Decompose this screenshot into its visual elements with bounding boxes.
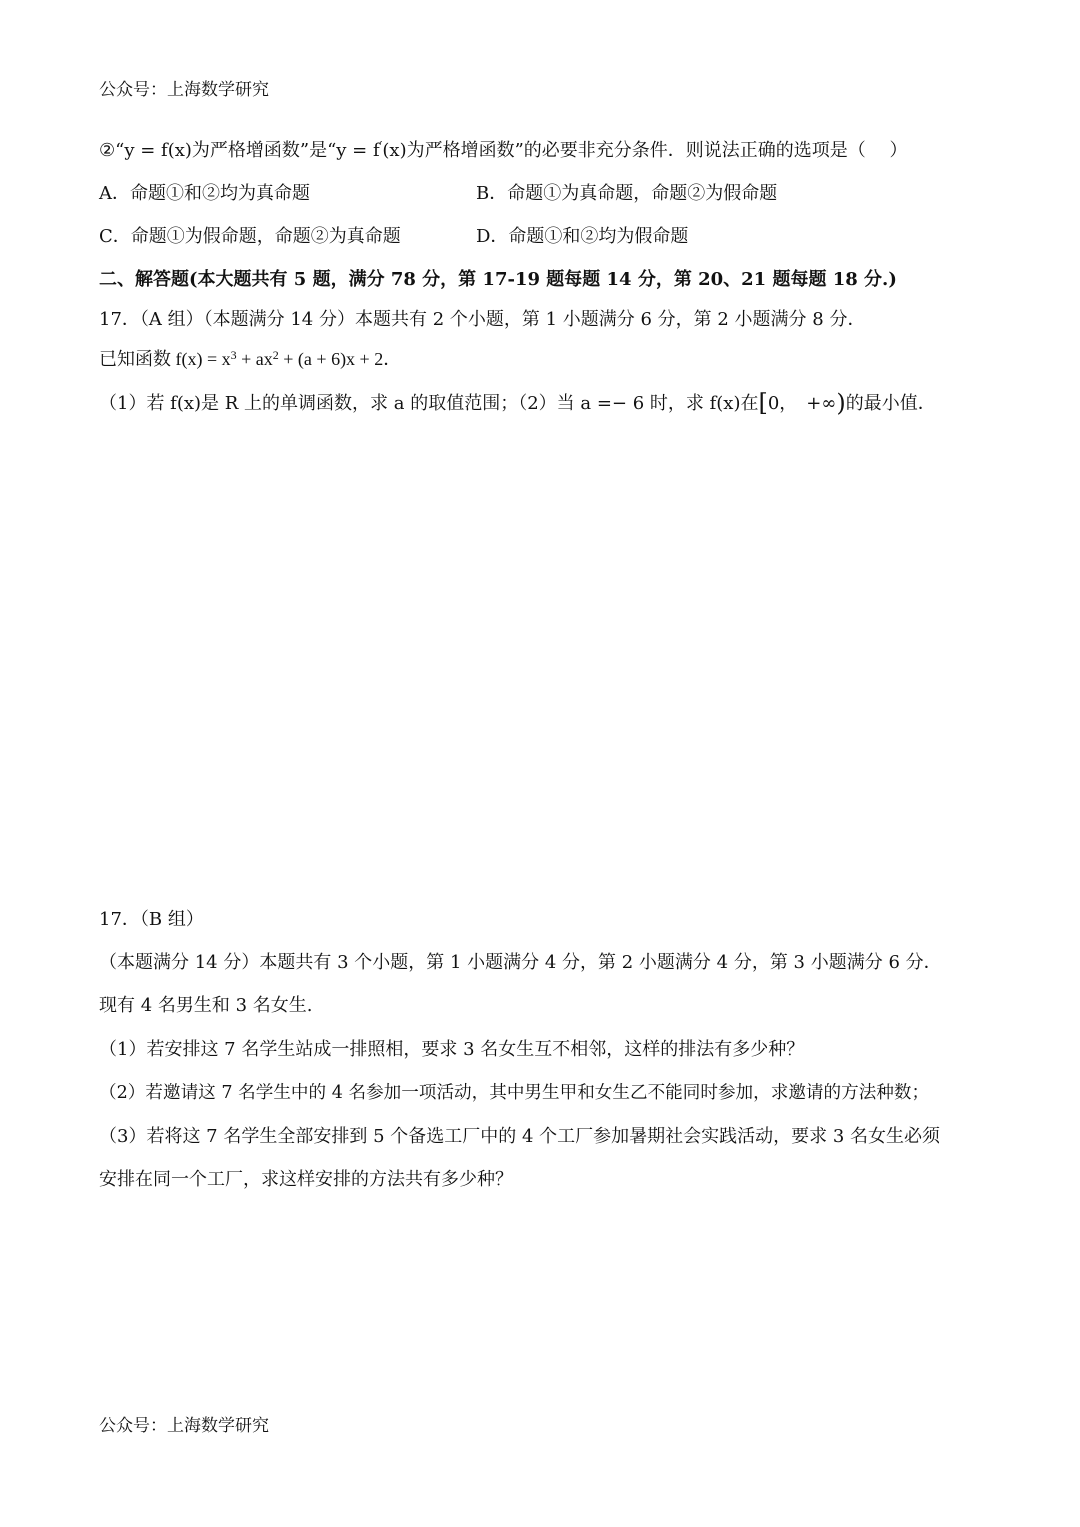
- q16-option-a: A．命题①和②均为真命题: [99, 183, 310, 204]
- prime-mark: ′: [379, 139, 383, 153]
- q16-statement-2-part-b: (x)为严格增函数”的必要非充分条件．则说法正确的选项是（ ）: [382, 140, 908, 161]
- q17a-exponent-3: 3: [230, 348, 237, 362]
- q17a-exponent-2: 2: [272, 348, 279, 362]
- q17b-part-2: （2）若邀请这 7 名学生中的 4 名参加一项活动，其中男生甲和女生乙不能同时参加，求邀请的方法种数；: [99, 1083, 930, 1103]
- q17a-parts-b: 的最小值．: [845, 393, 936, 414]
- q17b-heading: 17．（B 组）: [99, 909, 204, 930]
- section-2-title: 二、解答题(本大题共有 5 题，满分 78 分，第 17-19 题每题 14 分，第 20、21 题每题 18 分.): [99, 269, 897, 290]
- q16-statement-2: [99, 139, 908, 163]
- page-footer: 公众号：上海数学研究: [99, 1416, 269, 1436]
- q16-option-d: D．命题①和②均为假命题: [476, 226, 689, 247]
- q16-option-b: B．命题①为真命题，命题②为假命题: [476, 183, 778, 204]
- q17b-part-1: （1）若安排这 7 名学生站成一排照相，要求 3 名女生互不相邻，这样的排法有多少种？: [99, 1039, 805, 1060]
- interval-body: 0， +∞: [767, 393, 837, 414]
- interval-close-bracket: ): [836, 389, 846, 417]
- q17a-heading: 17．（A 组）（本题满分 14 分）本题共有 2 个小题，第 1 小题满分 6 分，第 2 小题满分 8 分．: [99, 309, 866, 330]
- q17b-score: （本题满分 14 分）本题共有 3 个小题，第 1 小题满分 4 分，第 2 小题满分 4 分，第 3 小题满分 6 分．: [99, 952, 942, 973]
- q16-option-c: C．命题①为假命题，命题②为真命题: [99, 226, 401, 247]
- q17a-given-mid: + ax: [236, 349, 273, 369]
- q16-statement-2-part-a: ②“y = f(x)为严格增函数”是“y = f: [99, 140, 380, 161]
- page-header: 公众号：上海数学研究: [99, 80, 269, 100]
- q17b-intro: 现有 4 名男生和 3 名女生.: [99, 995, 313, 1016]
- q17a-parts: [99, 391, 936, 416]
- q17b-part-3-line-1: （3）若将这 7 名学生全部安排到 5 个备选工厂中的 4 个工厂参加暑期社会实践活动，要求 3 名女生必须: [99, 1126, 941, 1147]
- q17a-given-post: + (a + 6)x + 2．: [278, 349, 402, 369]
- interval-open-bracket: [: [758, 389, 768, 417]
- q17a-given-pre: 已知函数 f(x) = x: [99, 349, 231, 369]
- q17a-parts-a: （1）若 f(x)是 R 上的单调函数，求 a 的取值范围；（2）当 a =− 6 时，求 f(x)在: [99, 393, 759, 414]
- q17b-part-3-line-2: 安排在同一个工厂，求这样安排的方法共有多少种？: [99, 1169, 513, 1190]
- q17a-given-function: [99, 347, 401, 371]
